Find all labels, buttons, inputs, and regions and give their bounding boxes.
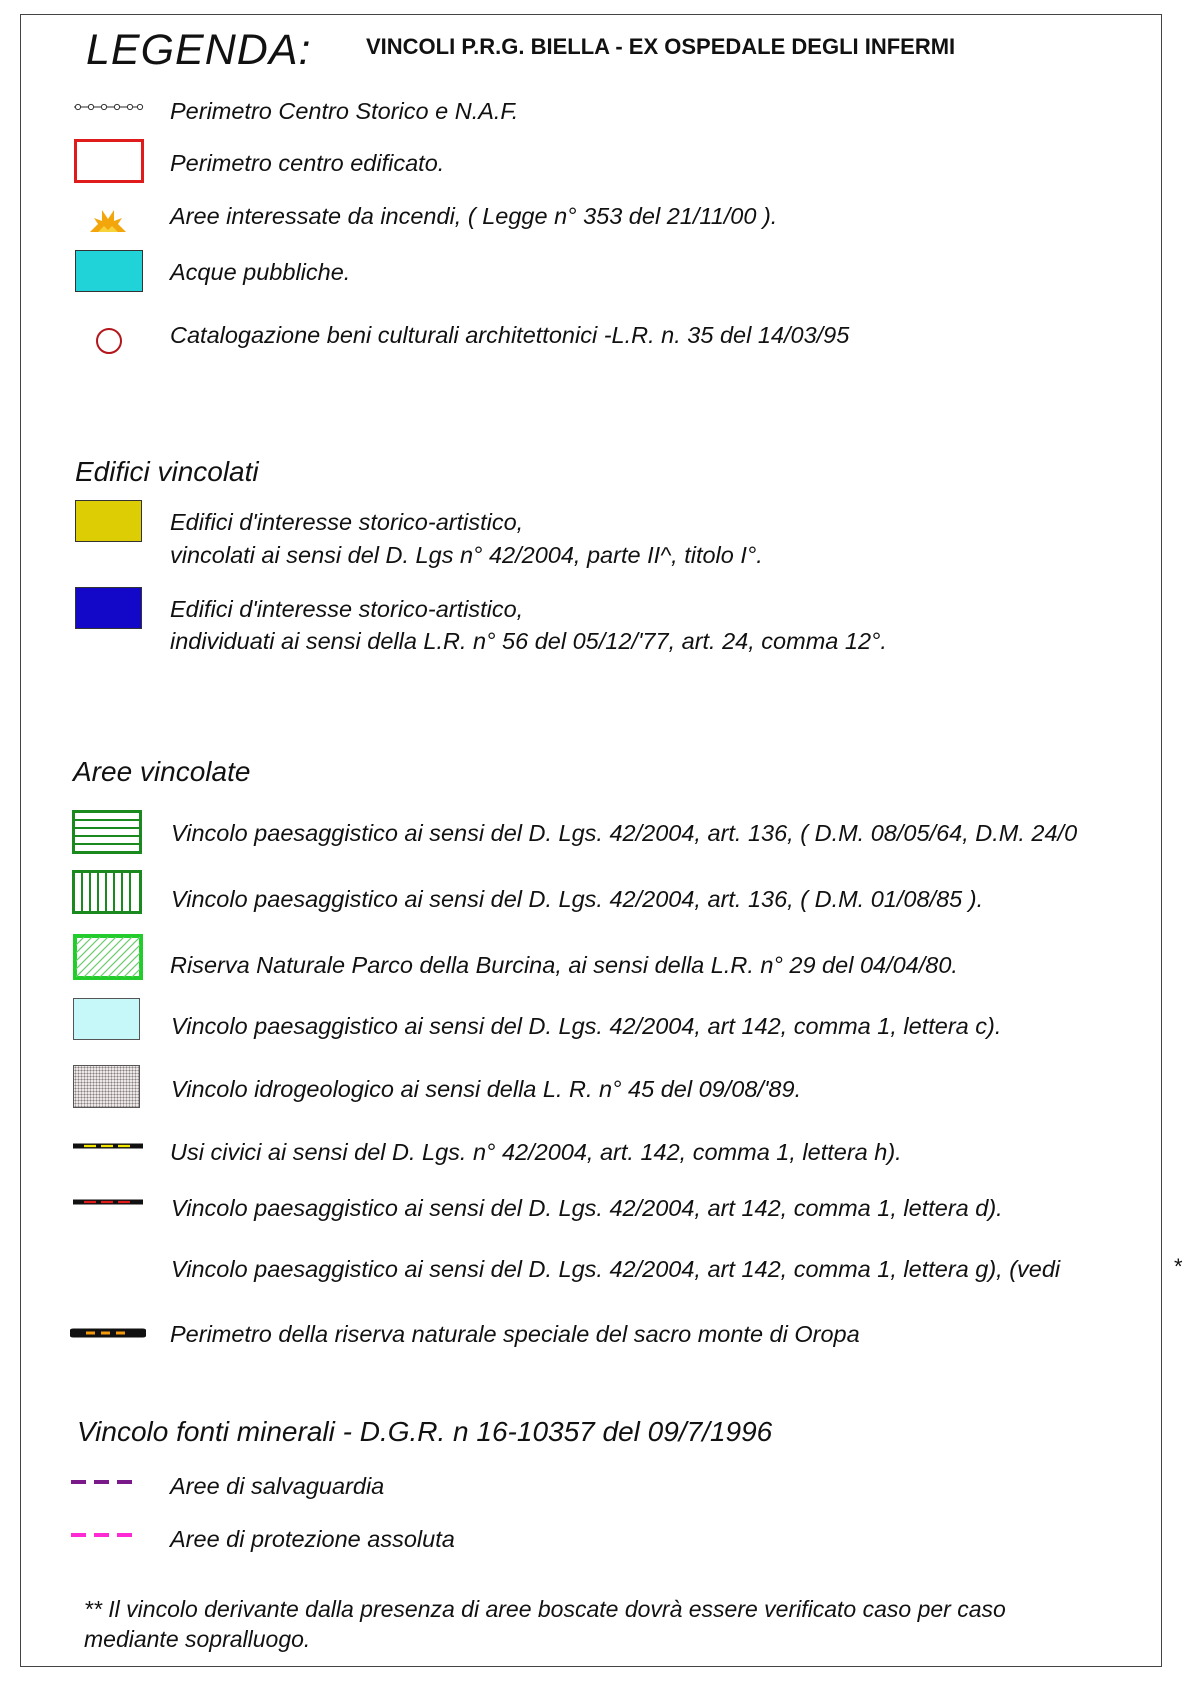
legend-label-protezione-assoluta: Aree di protezione assoluta bbox=[170, 1526, 455, 1552]
yellow-square-icon bbox=[75, 500, 142, 542]
orange-dash-thick-line-icon bbox=[70, 1326, 146, 1340]
legend-label-burcina: Riserva Naturale Parco della Burcina, ai sensi della L.R. n° 29 del 04/04/80. bbox=[170, 952, 958, 978]
legend-subtitle: VINCOLI P.R.G. BIELLA - EX OSPEDALE DEGLI INFERMI bbox=[366, 34, 956, 59]
heading-edifici-vincolati: Edifici vincolati bbox=[75, 456, 259, 487]
legend-label-line: Edifici d'interesse storico-artistico, bbox=[170, 596, 524, 622]
green-vertical-hatch-icon bbox=[72, 870, 142, 914]
legend-title: LEGENDA: bbox=[86, 26, 312, 74]
dotted-line-icon bbox=[72, 100, 144, 114]
legend-label-vincolo-136-a: Vincolo paesaggistico ai sensi del D. Lgs. 42/2004, art. 136, ( D.M. 08/05/64, D.M. 24/0 bbox=[171, 820, 1078, 846]
legend-label-oropa: Perimetro della riserva naturale speciale del sacro monte di Oropa bbox=[170, 1321, 860, 1347]
dotted-pattern-square-icon bbox=[73, 1065, 140, 1108]
legend-label-incendi: Aree interessate da incendi, ( Legge n° 353 del 21/11/00 ). bbox=[170, 203, 778, 229]
light-cyan-square-icon bbox=[73, 998, 140, 1040]
legend-label-line: Edifici d'interesse storico-artistico, bbox=[170, 509, 524, 535]
green-diagonal-hatch-icon bbox=[73, 934, 143, 980]
legend-label-idrogeologico: Vincolo idrogeologico ai sensi della L. R. n° 45 del 09/08/'89. bbox=[171, 1076, 802, 1102]
flame-burst-icon bbox=[88, 206, 128, 234]
blue-square-icon bbox=[75, 587, 142, 629]
legend-label-line: individuati ai sensi della L.R. n° 56 del 05/12/'77, art. 24, comma 12°. bbox=[170, 628, 887, 654]
footnote-line: ** Il vincolo derivante dalla presenza di aree boscate dovrà essere verificato caso per caso bbox=[84, 1596, 1006, 1622]
cyan-square-icon bbox=[75, 250, 143, 292]
legend-label-salvaguardia: Aree di salvaguardia bbox=[170, 1473, 385, 1499]
legend-label-centro-storico: Perimetro Centro Storico e N.A.F. bbox=[170, 98, 519, 124]
green-horizontal-hatch-icon bbox=[72, 810, 142, 854]
heading-aree-vincolate: Aree vincolate bbox=[73, 756, 251, 787]
legend-label-centro-edificato: Perimetro centro edificato. bbox=[170, 150, 445, 176]
legend-label-vincolo-142-c: Vincolo paesaggistico ai sensi del D. Lgs. 42/2004, art 142, comma 1, lettera c). bbox=[171, 1013, 1002, 1039]
legend-label-vincolo-142-g: Vincolo paesaggistico ai sensi del D. Lgs. 42/2004, art 142, comma 1, lettera g), (vedi bbox=[171, 1256, 1061, 1282]
purple-dashed-line-icon bbox=[70, 1478, 136, 1486]
footnote bbox=[84, 1594, 1006, 1654]
legend-label-edifici-individuati bbox=[170, 593, 887, 657]
legend-label-usi-civici: Usi civici ai sensi del D. Lgs. n° 42/2004, art. 142, comma 1, lettera h). bbox=[170, 1139, 902, 1165]
red-dash-line-icon bbox=[72, 1197, 144, 1207]
footnote-asterisk: * bbox=[1174, 1254, 1183, 1279]
legend-label-acque: Acque pubbliche. bbox=[170, 259, 351, 285]
legend-label-vincolo-136-b: Vincolo paesaggistico ai sensi del D. Lgs. 42/2004, art. 136, ( D.M. 01/08/85 ). bbox=[171, 886, 984, 912]
magenta-dashed-line-icon bbox=[70, 1531, 136, 1539]
yellow-dash-line-icon bbox=[72, 1141, 144, 1151]
legend-label-vincolo-142-d: Vincolo paesaggistico ai sensi del D. Lgs. 42/2004, art 142, comma 1, lettera d). bbox=[171, 1195, 1003, 1221]
heading-fonti-minerali: Vincolo fonti minerali - D.G.R. n 16-10357 del 09/7/1996 bbox=[77, 1416, 773, 1447]
legend-label-edifici-vincolati bbox=[170, 506, 763, 571]
legend-label-beni-culturali: Catalogazione beni culturali architettonici -L.R. n. 35 del 14/03/95 bbox=[170, 322, 850, 348]
red-circle-icon bbox=[96, 328, 122, 354]
red-rectangle-icon bbox=[74, 139, 144, 183]
footnote-line: mediante sopralluogo. bbox=[84, 1626, 311, 1652]
legend-label-line: vincolati ai sensi del D. Lgs n° 42/2004, parte II^, titolo I°. bbox=[170, 542, 763, 568]
